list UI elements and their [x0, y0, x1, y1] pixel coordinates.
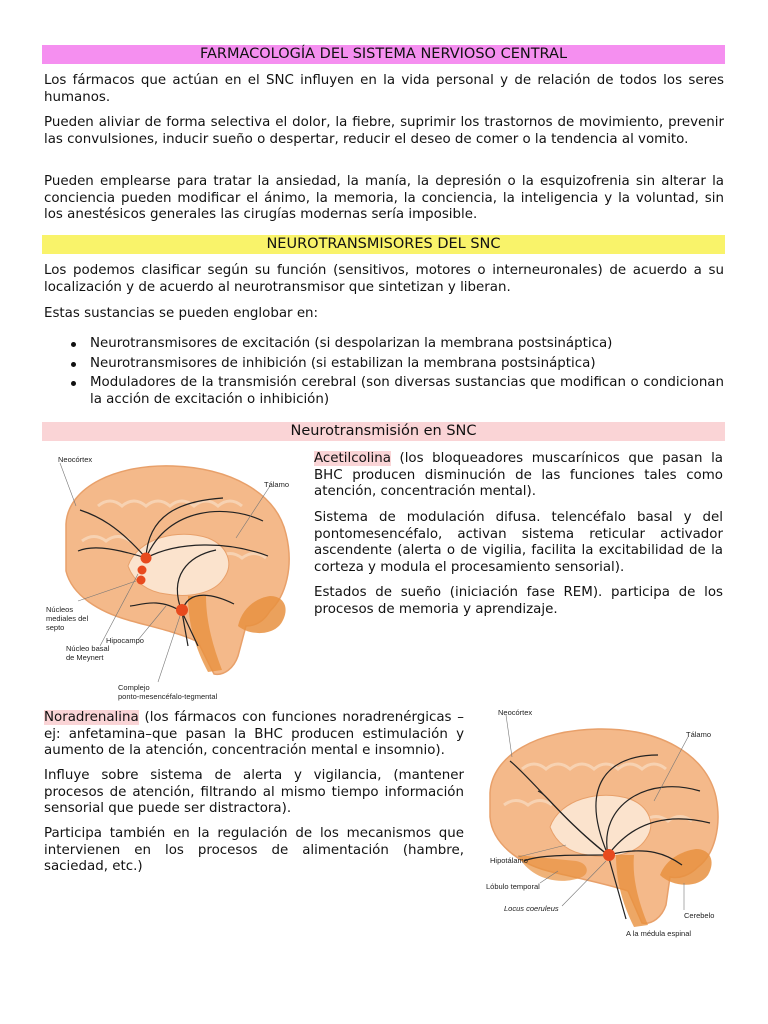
neuro-paragraph-2: Estas sustancias se pueden englobar en: [44, 306, 319, 321]
acetilcolina-paragraph-2: Sistema de modulación difusa. telencéfalo basal y del pontomesencéfalo, activan sistema reticular activador ascendente (alerta o de vigilia, facilita la excitabilidad de la corteza y modula el procesamiento sensorial). [314, 510, 723, 575]
label-talamo: Tálamo [686, 730, 712, 739]
label-septo-2: mediales del [46, 614, 89, 623]
label-septo-1: Núcleos [46, 605, 74, 614]
acetilcolina-paragraph-3: Estados de sueño (iniciación fase REM). participa de los procesos de memoria y aprendizaje. [314, 585, 723, 617]
intro-paragraph-3: Pueden emplearse para tratar la ansiedad, la manía, la depresión o la esquizofrenia sin alterar la conciencia pueden modificar el ánimo, la memoria, la conciencia, la inteligencia y la voluntad, sin los anestésicos generales las cirugías modernas sería imposible. [44, 174, 724, 222]
list-item: Neurotransmisores de inhibición (si estabilizan la membrana postsináptica) [44, 356, 724, 373]
noradrenalina-paragraph-3: Participa también en la regulación de los mecanismos que intervienen en los procesos de alimentación (hambre, saciedad, etc.) [44, 826, 464, 874]
transmission-title-band [42, 422, 725, 441]
acetylcholine-brain-figure [38, 446, 300, 706]
intro-paragraph-2: Pueden aliviar de forma selectiva el dolor, la fiebre, suprimir los trastornos de movimiento, prevenir las convulsiones, inducir sueño o despertar, reducir el deseo de comer o la tendencia al vomito. [44, 115, 724, 147]
label-complejo-1: Complejo [118, 683, 150, 692]
acetilcolina-paragraph-1: Acetilcolina (los bloqueadores muscarínicos que pasan la BHC producen disminución de las funciones tales como atención, concentración mental). [314, 451, 723, 499]
label-hipotalamo: Hipotálamo [490, 856, 528, 865]
noradrenalina-paragraph-2: Influye sobre sistema de alerta y vigilancia, (mantener procesos de atención, filtrando al mismo tiempo información sensorial que puede ser distractora). [44, 768, 464, 816]
label-complejo-2: ponto-mesencéfalo-tegmental [118, 692, 218, 701]
list-item: Neurotransmisores de excitación (si despolarizan la membrana postsináptica) [44, 336, 724, 353]
main-title-band [42, 45, 725, 64]
acetilcolina-term: Acetilcolina [314, 451, 391, 466]
label-septo-3: septo [46, 623, 65, 632]
locus-coeruleus-nucleus [603, 849, 615, 861]
label-meynert-1: Núcleo basal [66, 644, 110, 653]
label-locus-coeruleus: Locus coeruleus [504, 904, 559, 913]
neuro-bullet-list [44, 336, 724, 411]
label-talamo: Tálamo [264, 480, 290, 489]
label-cerebelo: Cerebelo [684, 911, 715, 920]
noradrenalina-paragraph-1: Noradrenalina (los fármacos con funciones noradrenérgicas – ej: anfetamina–que pasan la BHC producen estimulación y aumento de la atención, concentración mental e insomnio). [44, 710, 464, 758]
neuro-title: NEUROTRANSMISORES DEL SNC [266, 236, 501, 252]
label-neocortex: Neocórtex [58, 455, 93, 464]
label-hipocampo: Hipocampo [106, 636, 144, 645]
label-meynert-2: de Meynert [66, 653, 104, 662]
transmission-title: Neurotransmisión en SNC [290, 423, 477, 439]
label-lobulo-temporal: Lóbulo temporal [486, 882, 540, 891]
label-neocortex: Neocórtex [498, 708, 533, 717]
list-item: Moduladores de la transmisión cerebral (son diversas sustancias que modifican o condicionan la acción de excitación o inhibición) [44, 375, 724, 408]
neuro-paragraph-1: Los podemos clasificar según su función (sensitivos, motores o interneuronales) de acuerdo a su localización y de acuerdo al neurotransmisor que sintetizan y liberan. [44, 263, 724, 295]
noradrenaline-brain-figure [478, 705, 730, 945]
neuro-title-band [42, 235, 725, 254]
main-title: FARMACOLOGÍA DEL SISTEMA NERVIOSO CENTRAL [199, 46, 568, 62]
intro-paragraph-1: Los fármacos que actúan en el SNC influyen en la vida personal y de relación de todos los seres humanos. [44, 73, 724, 105]
noradrenalina-term: Noradrenalina [44, 710, 139, 725]
label-medula: A la médula espinal [626, 929, 692, 938]
